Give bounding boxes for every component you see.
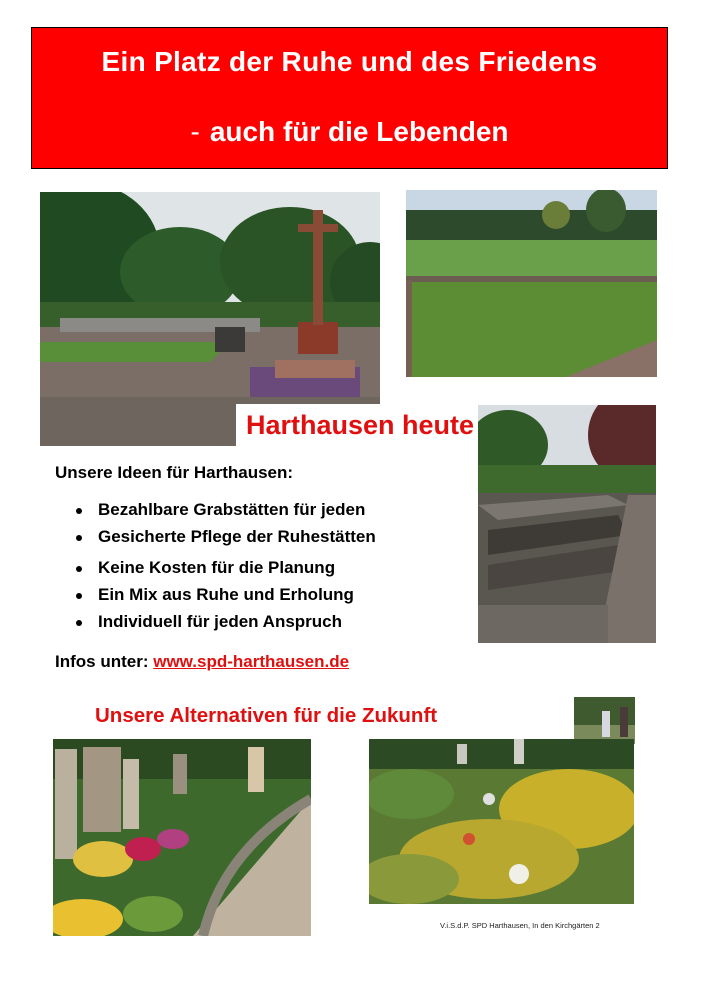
grave-rows-photo (478, 405, 656, 643)
website-link[interactable]: www.spd-harthausen.de (153, 652, 350, 671)
banner-subtitle: auch für die Lebenden (209, 116, 509, 147)
infos-line (55, 652, 349, 672)
bullet-icon (76, 566, 82, 572)
heading-alternatives: Unsere Alternativen für die Zukunft (95, 704, 438, 727)
bullet-icon (76, 535, 82, 541)
visitors-photo (574, 697, 635, 744)
flower-meadow-graves-photo (369, 739, 634, 904)
ideas-title: Unsere Ideen für Harthausen: (55, 463, 294, 482)
infos-label: Infos unter: (55, 652, 149, 671)
title-banner (31, 27, 668, 169)
banner-title-line2 (32, 116, 667, 148)
banner-title-line1: Ein Platz der Ruhe und des Friedens (101, 46, 598, 77)
lawn-field-photo (406, 190, 657, 377)
footer-imprint: V.i.S.d.P. SPD Harthausen, In den Kirchgärten 2 (440, 921, 600, 930)
heading-harthausen-heute: Harthausen heute (246, 410, 475, 440)
bullet-icon (76, 593, 82, 599)
bullet-icon (76, 508, 82, 514)
headstones-garden-photo (53, 739, 311, 936)
bullet-icon (76, 620, 82, 626)
banner-dash: - (190, 116, 200, 147)
